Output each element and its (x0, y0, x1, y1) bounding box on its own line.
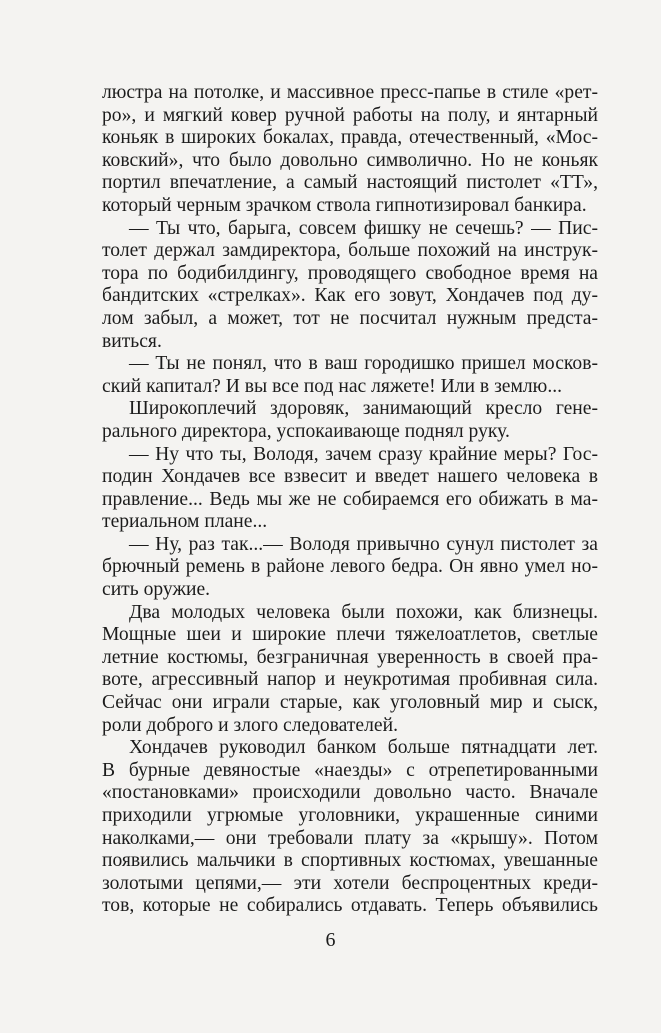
page-number: 6 (325, 929, 336, 951)
text-line: виться. (102, 330, 162, 352)
text-line: — Ты что, барыга, совсем фишку не сечешь? — Пис- (129, 217, 598, 239)
text-line: Два молодых человека были похожи, как близнецы. (129, 601, 598, 623)
text-line: «постановками» происходили довольно часто. Вначале (102, 782, 598, 804)
text-line: Хондачев руководил банком больше пятнадцати лет. (129, 737, 598, 759)
text-line: — Ну, раз так...— Володя привычно сунул пистолет за (129, 533, 598, 555)
text-line: ковский», что было довольно символично. Но не коньяк (102, 149, 598, 171)
text-line: появились мальчики в спортивных костюмах, увешанные (102, 850, 598, 872)
text-line: рального директора, успокаивающе поднял руку. (102, 420, 510, 442)
text-line: который черным зрачком ствола гипнотизировал банкира. (102, 194, 587, 216)
text-line: териальном плане... (102, 511, 268, 533)
text-line: коньяк в широких бокалах, правда, отечественный, «Мос- (102, 127, 598, 149)
text-line: золотыми цепями,— эти хотели беспроцентных креди- (102, 872, 598, 894)
text-line: ский капитал? И вы все под нас ляжете! Или в землю... (102, 375, 563, 397)
text-line: Сейчас они играли старые, как уголовный мир и сыск, (102, 692, 598, 714)
page-text-block (102, 82, 598, 918)
text-line: тов, которые не собирались отдавать. Теперь объявились (102, 895, 598, 917)
text-line: тора по бодибилдингу, проводящего свободное время на (102, 262, 598, 284)
text-line: люстра на потолке, и массивное пресс-папье в стиле «рет- (102, 82, 598, 103)
text-line: Мощные шеи и широкие плечи тяжелоатлетов, светлые (102, 624, 598, 646)
text-line: летние костюмы, безграничная уверенность в своей пра- (102, 646, 598, 668)
text-line: наколками,— они требовали плату за «крышу». Потом (102, 827, 598, 849)
text-line: сить оружие. (102, 579, 211, 601)
text-line: Широкоплечий здоровяк, занимающий кресло гене- (129, 398, 598, 420)
text-line: В бурные девяностые «наезды» с отрепетированными (102, 759, 598, 781)
text-line: лом забыл, а может, тот не посчитал нужным предста- (102, 307, 598, 329)
text-line: портил впечатление, а самый настоящий пистолет «ТТ», (102, 172, 598, 194)
text-line: брючный ремень в районе левого бедра. Он явно умел но- (102, 556, 598, 578)
text-line: роли доброго и злого следователей. (102, 714, 398, 736)
text-line: приходили угрюмые уголовники, украшенные синими (102, 805, 598, 826)
text-line: бандитских «стрелках». Как его зовут, Хондачев под ду- (102, 285, 598, 307)
text-line: правление... Ведь мы же не собираемся его обижать в ма- (102, 488, 598, 510)
text-line: ро», и мягкий ковер ручной работы на полу, и янтарный (102, 104, 598, 126)
text-line: воте, агрессивный напор и неукротимая пробивная сила. (102, 669, 598, 691)
text-line: — Ты не понял, что в ваш городишко пришел москов- (129, 353, 598, 375)
text-line: подин Хондачев все взвесит и введет нашего человека в (102, 466, 598, 488)
text-line: — Ну что ты, Володя, зачем сразу крайние меры? Гос- (129, 443, 598, 465)
text-line: толет держал замдиректора, больше похожий на инструк- (102, 240, 598, 262)
